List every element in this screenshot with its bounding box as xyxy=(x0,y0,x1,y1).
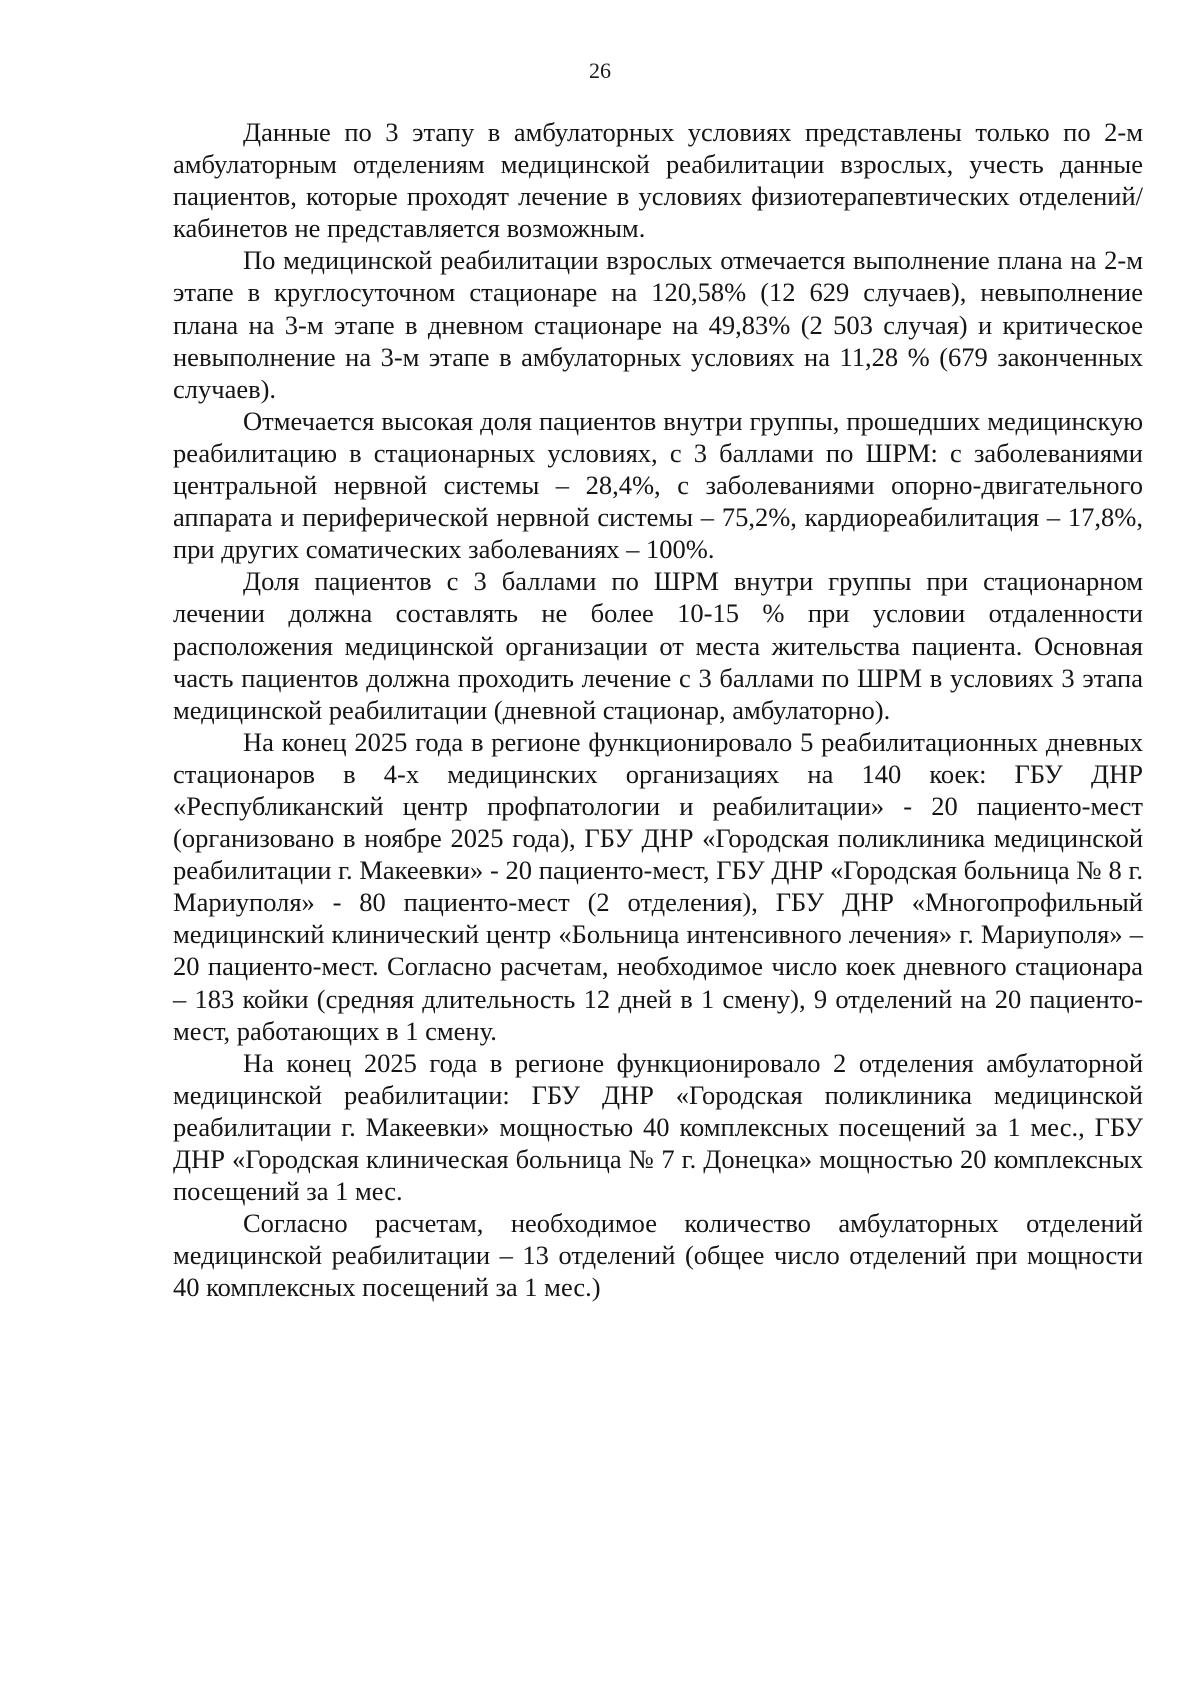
paragraph-plan-execution: По медицинской реабилитации взрослых отмечается выполнение плана на 2-м этапе в круглосуточном стационаре на 120,58% (12 629 случаев), невыполнение плана на 3-м этапе в дневном стационаре на 49,83% (2 503 случая) и критическое невыполнение на 3-м этапе в амбулаторных условиях на 11,28 % (679 законченных случаев). xyxy=(173,245,1143,404)
page-number: 26 xyxy=(589,58,611,83)
document-body xyxy=(173,116,1143,1303)
paragraph-share-requirement: Доля пациентов с 3 баллами по ШРМ внутри группы при стационарном лечении должна составлять не более 10-15 % при условии отдаленности расположения медицинской организации от места жительства пациента. Основная часть пациентов должна проходить лечение с 3 баллами по ШРМ в условиях 3 этапа медицинской реабилитации (дневной стационар, амбулаторно). xyxy=(173,566,1143,725)
paragraph-required-departments: Согласно расчетам, необходимое количество амбулаторных отделений медицинской реабилитации – 13 отделений (общее число отделений при мощности 40 комплексных посещений за 1 мес.) xyxy=(173,1208,1143,1303)
paragraph-outpatient-departments: На конец 2025 года в регионе функционировало 2 отделения амбулаторной медицинской реабилитации: ГБУ ДНР «Городская поликлиника медицинской реабилитации г. Макеевки» мощностью 40 комплексных посещений за 1 мес., ГБУ ДНР «Городская клиническая больница № 7 г. Донецка» мощностью 20 комплексных посещений за 1 мес. xyxy=(173,1047,1143,1207)
paragraph-stage3-outpatient-data: Данные по 3 этапу в амбулаторных условиях представлены только по 2-м амбулаторным отделениям медицинской реабилитации взрослых, учесть данные пациентов, которые проходят лечение в условиях физиотерапевтических отделений/кабинетов не представляется возможным. xyxy=(173,117,1143,244)
paragraph-day-hospitals: На конец 2025 года в регионе функционировало 5 реабилитационных дневных стационаров в 4-х медицинских организациях на 140 коек: ГБУ ДНР «Республиканский центр профпатологии и реабилитации» - 20 пациенто-мест (организовано в ноябре 2025 года), ГБУ ДНР «Городская поликлиника медицинской реабилитации г. Макеевки» - 20 пациенто-мест, ГБУ ДНР «Городская больница № 8 г. Мариуполя» - 80 пациенто-мест (2 отделения), ГБУ ДНР «Многопрофильный медицинский клинический центр «Больница интенсивного лечения» г. Мариуполя» – 20 пациенто-мест. Согласно расчетам, необходимое число коек дневного стационара – 183 койки (средняя длительность 12 дней в 1 смену), 9 отделений на 20 пациенто-мест, работающих в 1 смену. xyxy=(173,726,1143,1046)
paragraph-high-share-patients: Отмечается высокая доля пациентов внутри группы, прошедших медицинскую реабилитацию в стационарных условиях, с 3 баллами по ШРМ: с заболеваниями центральной нервной системы – 28,4%, с заболеваниями опорно-двигательного аппарата и периферической нервной системы – 75,2%, кардиореабилитация – 17,8%, при других соматических заболеваниях – 100%. xyxy=(173,405,1143,565)
